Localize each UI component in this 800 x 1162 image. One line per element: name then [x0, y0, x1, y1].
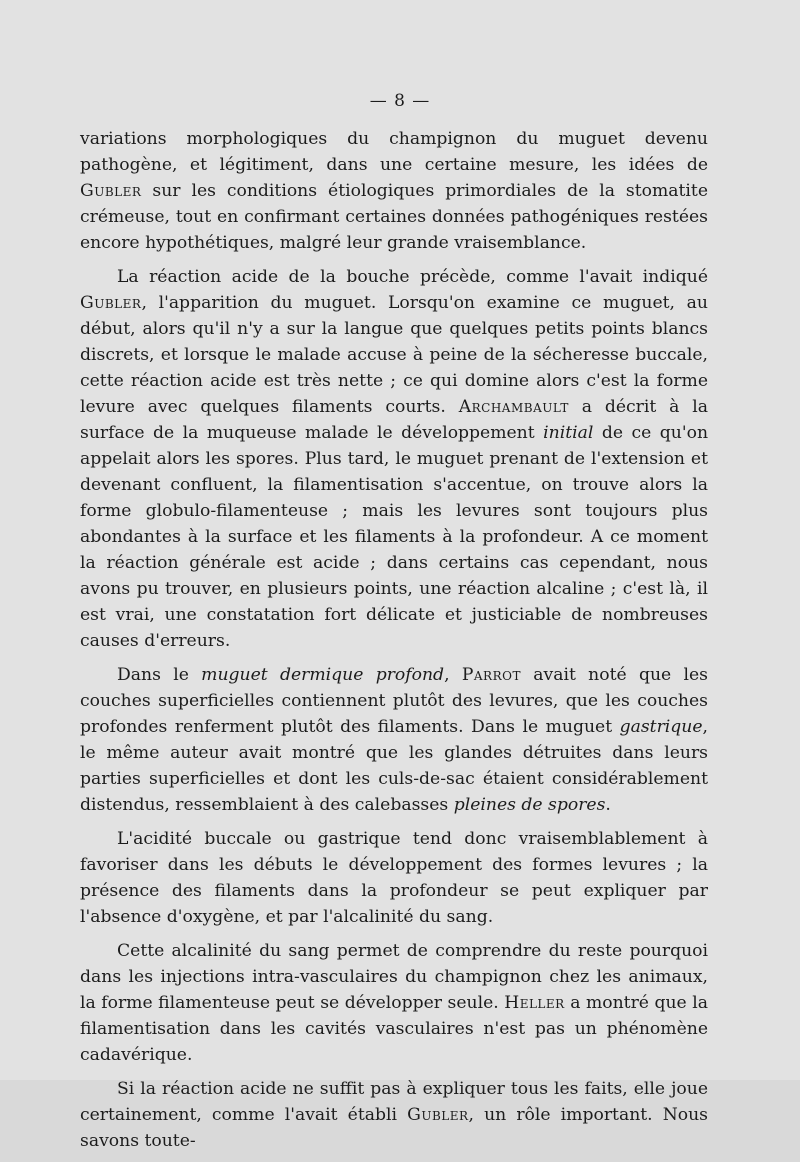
author-name: Archambault	[458, 397, 569, 417]
author-name: Parrot	[461, 665, 521, 685]
text-run: Dans le	[117, 665, 202, 685]
text-run: L'acidité buccale ou gastrique tend donc vraisemblablement à favoriser dans les débuts le développement des formes levures ; la présence des filaments dans la profondeur se peut expliquer par l'absence d'oxygène, et par l'alcalinité du sang.	[80, 829, 708, 927]
italic-term: muguet dermique profond	[201, 665, 445, 685]
page-number: — 8 —	[369, 91, 431, 111]
text-run: variations morphologiques du champignon du muguet devenu pathogène, et légitiment, dans une certaine mesure, les idées de	[80, 129, 708, 175]
text-run: a décrit à la surface de la muqueuse malade le développement	[80, 397, 709, 443]
author-name: Heller	[504, 993, 565, 1013]
paragraph-2	[80, 264, 708, 654]
text-run: a montré que la filamentisation dans les cavités vasculaires n'est pas un phénomène cadavérique.	[80, 993, 708, 1065]
text-run: Si la réaction acide ne suffit pas à expliquer tous les faits, elle joue certainement, comme l'avait établi	[80, 1079, 708, 1125]
author-name: Gubler	[407, 1105, 469, 1125]
italic-term: pleines de spores	[453, 795, 606, 815]
text-run: .	[605, 795, 611, 815]
paragraph-3	[80, 662, 708, 818]
body-text	[80, 126, 708, 1162]
paragraph-5	[80, 938, 708, 1068]
text-run: , un rôle important. Nous savons toute-	[80, 1105, 709, 1151]
italic-term: gastrique	[619, 717, 703, 737]
text-run: , le même auteur avait montré que les glandes détruites dans leurs parties superficielles et dont les culs-de-sac étaient considérablement distendus, ressemblaient à des calebasses	[80, 717, 708, 815]
author-name: Gubler	[80, 181, 142, 201]
paragraph-4	[80, 826, 708, 930]
text-run: Cette alcalinité du sang permet de comprendre du reste pourquoi dans les injections intra-vasculaires du champignon chez les animaux, la forme filamenteuse peut se développer seule.	[80, 941, 708, 1013]
paragraph-6	[80, 1076, 708, 1154]
text-run: La réaction acide de la bouche précède, comme l'avait indiqué	[117, 267, 708, 287]
text-run: , l'apparition du muguet. Lorsqu'on examine ce muguet, au début, alors qu'il n'y a sur la langue que quelques petits points blancs discrets, et lorsque le malade accuse à peine de la sécheresse buccale, cette réaction acide est très nette ; ce qui domine alors c'est la forme levure avec quelques filaments courts.	[80, 293, 708, 417]
text-run: de ce qu'on appelait alors les spores. Plus tard, le muguet prenant de l'extension et devenant confluent, la filamentisation s'accentue, on trouve alors la forme globulo-filamenteuse ; mais les levures sont toujours plus abondantes à la surface et les filaments à la profondeur. A ce moment la réaction générale est acide ; dans certains cas cependant, nous avons pu trouver, en plusieurs points, une réaction alcaline ; c'est là, il est vrai, une constatation fort délicate et justiciable de nombreuses causes d'erreurs.	[80, 423, 709, 651]
italic-term: initial	[543, 423, 594, 443]
text-run: sur les conditions étiologiques primordiales de la stomatite crémeuse, tout en confirmant certaines données pathogéniques restées encore hypothétiques, malgré leur grande vraisemblance.	[80, 181, 708, 253]
text-run: ,	[444, 665, 462, 685]
paragraph-1	[80, 126, 708, 256]
text-run: avait noté que les couches superficielles contiennent plutôt des levures, que les couches profondes renferment plutôt des filaments. Dans le muguet	[80, 665, 708, 737]
author-name: Gubler	[80, 293, 142, 313]
